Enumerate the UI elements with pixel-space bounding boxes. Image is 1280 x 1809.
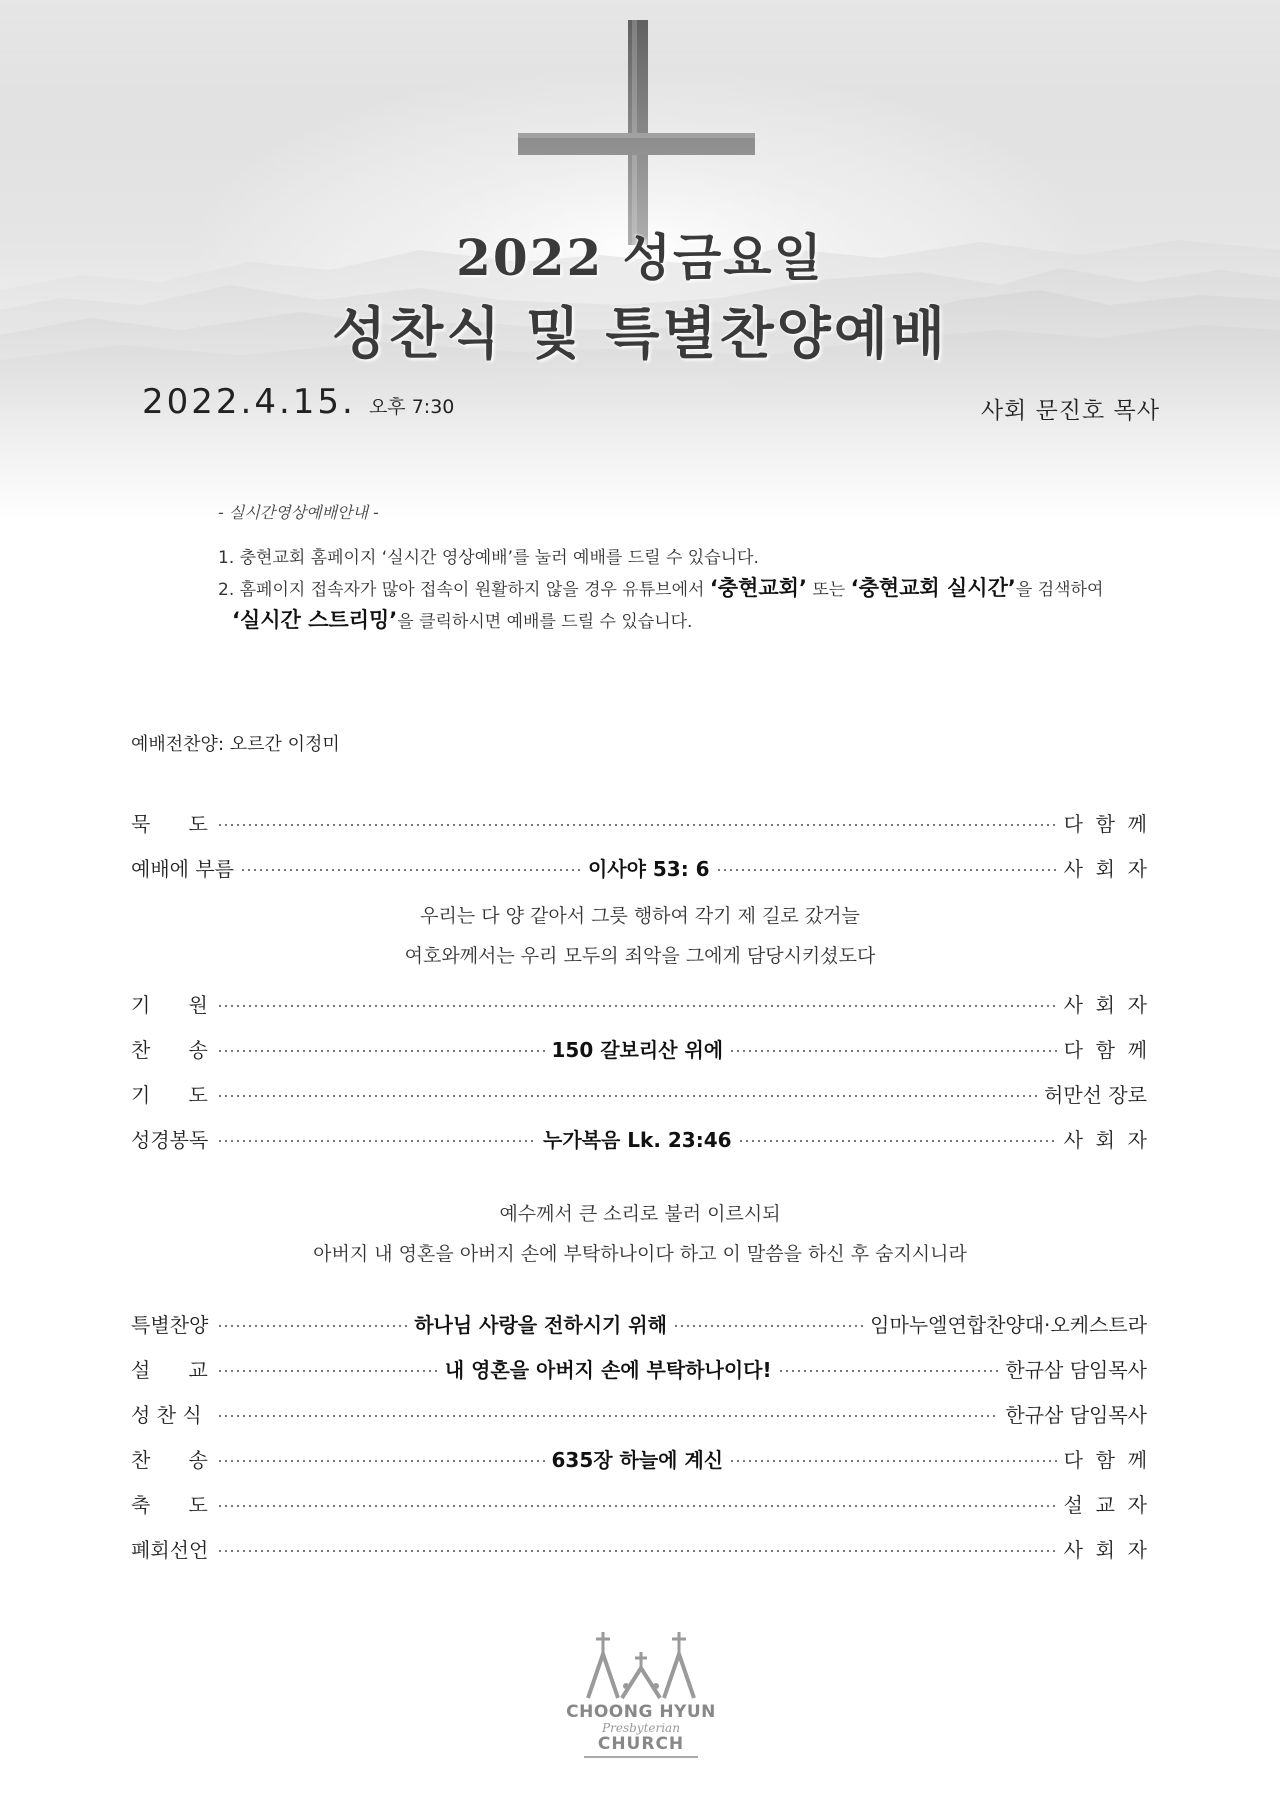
dot-leader xyxy=(217,824,1058,826)
order-performer: 다 함 께 xyxy=(1063,1447,1148,1472)
title-line1: 2022 성금요일 xyxy=(456,228,824,287)
order-item xyxy=(131,1032,1147,1064)
youtube-keyword-1: ‘충현교회’ xyxy=(709,576,807,600)
dot-leader xyxy=(217,1050,546,1052)
order-label: 찬 송 xyxy=(131,1447,208,1472)
order-label: 설 교 xyxy=(131,1357,208,1382)
order-performer: 한규삼 담임목사 xyxy=(1005,1402,1147,1427)
order-item xyxy=(131,1442,1147,1474)
dot-leader xyxy=(217,1460,546,1462)
order-detail: 150 갈보리산 위에 xyxy=(551,1037,724,1062)
order-performer: 사 회 자 xyxy=(1063,856,1147,881)
scripture-line: 우리는 다 양 같아서 그릇 행하여 각기 제 길로 갔거늘 xyxy=(420,905,860,927)
dot-leader xyxy=(729,1050,1058,1052)
order-item xyxy=(131,1487,1147,1519)
stream-line-3 xyxy=(218,605,1118,637)
order-label: 특별찬양 xyxy=(131,1312,209,1337)
order-performer: 사 회 자 xyxy=(1063,992,1147,1017)
order-label: 폐회선언 xyxy=(131,1537,209,1562)
dot-leader xyxy=(217,1505,1058,1507)
order-label: 기 원 xyxy=(131,992,208,1017)
order-item xyxy=(131,851,1147,883)
order-performer: 사 회 자 xyxy=(1063,1127,1147,1152)
dot-leader xyxy=(217,1140,537,1142)
stream-text: 2. 홈페이지 접속자가 많아 접속이 원활하지 않을 경우 유튜브에서 xyxy=(218,580,710,600)
live-stream-notice xyxy=(218,500,1118,637)
order-item xyxy=(131,1397,1147,1429)
service-datetime xyxy=(142,382,454,422)
scripture-line: 여호와께서는 우리 모두의 죄악을 그에게 담당시키셨도다 xyxy=(404,945,876,967)
dot-leader xyxy=(217,1325,408,1327)
service-leader: 사회 문진호 목사 xyxy=(980,398,1160,424)
church-logo xyxy=(566,1628,716,1763)
order-label: 예배에 부름 xyxy=(131,856,234,881)
order-performer: 설 교 자 xyxy=(1063,1492,1147,1517)
dot-leader xyxy=(729,1460,1058,1462)
stream-line-2 xyxy=(218,573,1118,605)
order-item xyxy=(131,1077,1147,1109)
order-label: 기 도 xyxy=(131,1082,208,1107)
order-item xyxy=(131,1352,1147,1384)
stream-text: 을 클릭하시면 예배를 드릴 수 있습니다. xyxy=(397,612,693,632)
order-detail: 하나님 사랑을 전하시기 위해 xyxy=(414,1312,667,1337)
order-performer: 사 회 자 xyxy=(1063,1537,1147,1562)
dot-leader xyxy=(778,1370,1000,1372)
scripture-passage-2 xyxy=(0,1194,1280,1274)
stream-heading: - 실시간영상예배안내 - xyxy=(218,503,379,522)
order-label: 묵 도 xyxy=(131,811,208,836)
scripture-line: 아버지 내 영혼을 아버지 손에 부탁하나이다 하고 이 말씀을 하신 후 숨지시니라 xyxy=(313,1243,967,1265)
dot-leader xyxy=(240,869,582,871)
stream-line-1: 1. 충현교회 홈페이지 ‘실시간 영상예배’를 눌러 예배를 드릴 수 있습니다. xyxy=(218,548,759,568)
service-time: 오후 7:30 xyxy=(368,396,455,418)
dot-leader xyxy=(716,869,1058,871)
order-item xyxy=(131,1307,1147,1339)
church-steeples-icon xyxy=(566,1628,716,1700)
order-item xyxy=(131,1122,1147,1154)
dot-leader xyxy=(217,1550,1058,1552)
stream-text: 또는 xyxy=(806,580,851,600)
logo-name: CHOONG HYUN xyxy=(566,1702,716,1722)
order-performer: 임마누엘연합찬양대·오케스트라 xyxy=(870,1312,1148,1337)
order-label: 찬 송 xyxy=(131,1037,208,1062)
scripture-line: 예수께서 큰 소리로 불러 이르시되 xyxy=(499,1203,781,1225)
order-detail: 이사야 53: 6 xyxy=(587,856,710,881)
dot-leader xyxy=(217,1005,1058,1007)
dot-leader xyxy=(673,1325,864,1327)
order-detail: 635장 하늘에 계신 xyxy=(551,1447,724,1472)
order-item xyxy=(131,806,1147,838)
order-detail: 내 영혼을 아버지 손에 부탁하나이다! xyxy=(444,1357,772,1382)
dot-leader xyxy=(217,1095,1038,1097)
service-date: 2022.4.15. xyxy=(142,382,356,422)
logo-subtitle: Presbyterian xyxy=(602,1721,680,1735)
order-detail: 누가복음 Lk. 23:46 xyxy=(543,1127,732,1152)
order-label: 성경봉독 xyxy=(131,1127,209,1152)
order-item xyxy=(131,1532,1147,1564)
order-performer: 다 함 께 xyxy=(1063,1037,1148,1062)
title-line2: 성찬식 및 특별찬양예배 xyxy=(332,301,948,367)
order-performer: 한규삼 담임목사 xyxy=(1005,1357,1148,1382)
stream-text: 을 검색하여 xyxy=(1015,580,1104,600)
order-label: 축 도 xyxy=(131,1492,208,1517)
dot-leader xyxy=(217,1370,439,1372)
streaming-keyword: ‘실시간 스트리밍’ xyxy=(232,608,398,632)
order-label: 성 찬 식 xyxy=(131,1402,202,1427)
scripture-passage-1 xyxy=(0,896,1280,976)
youtube-keyword-2: ‘충현교회 실시간’ xyxy=(850,576,1016,600)
order-performer: 다 함 께 xyxy=(1063,811,1147,836)
order-item xyxy=(131,987,1147,1019)
logo-church: CHURCH xyxy=(584,1734,698,1758)
dot-leader xyxy=(217,1415,999,1417)
order-performer: 허만선 장로 xyxy=(1044,1082,1147,1107)
dot-leader xyxy=(738,1140,1058,1142)
prelude-info: 예배전찬양: 오르간 이정미 xyxy=(131,734,340,755)
